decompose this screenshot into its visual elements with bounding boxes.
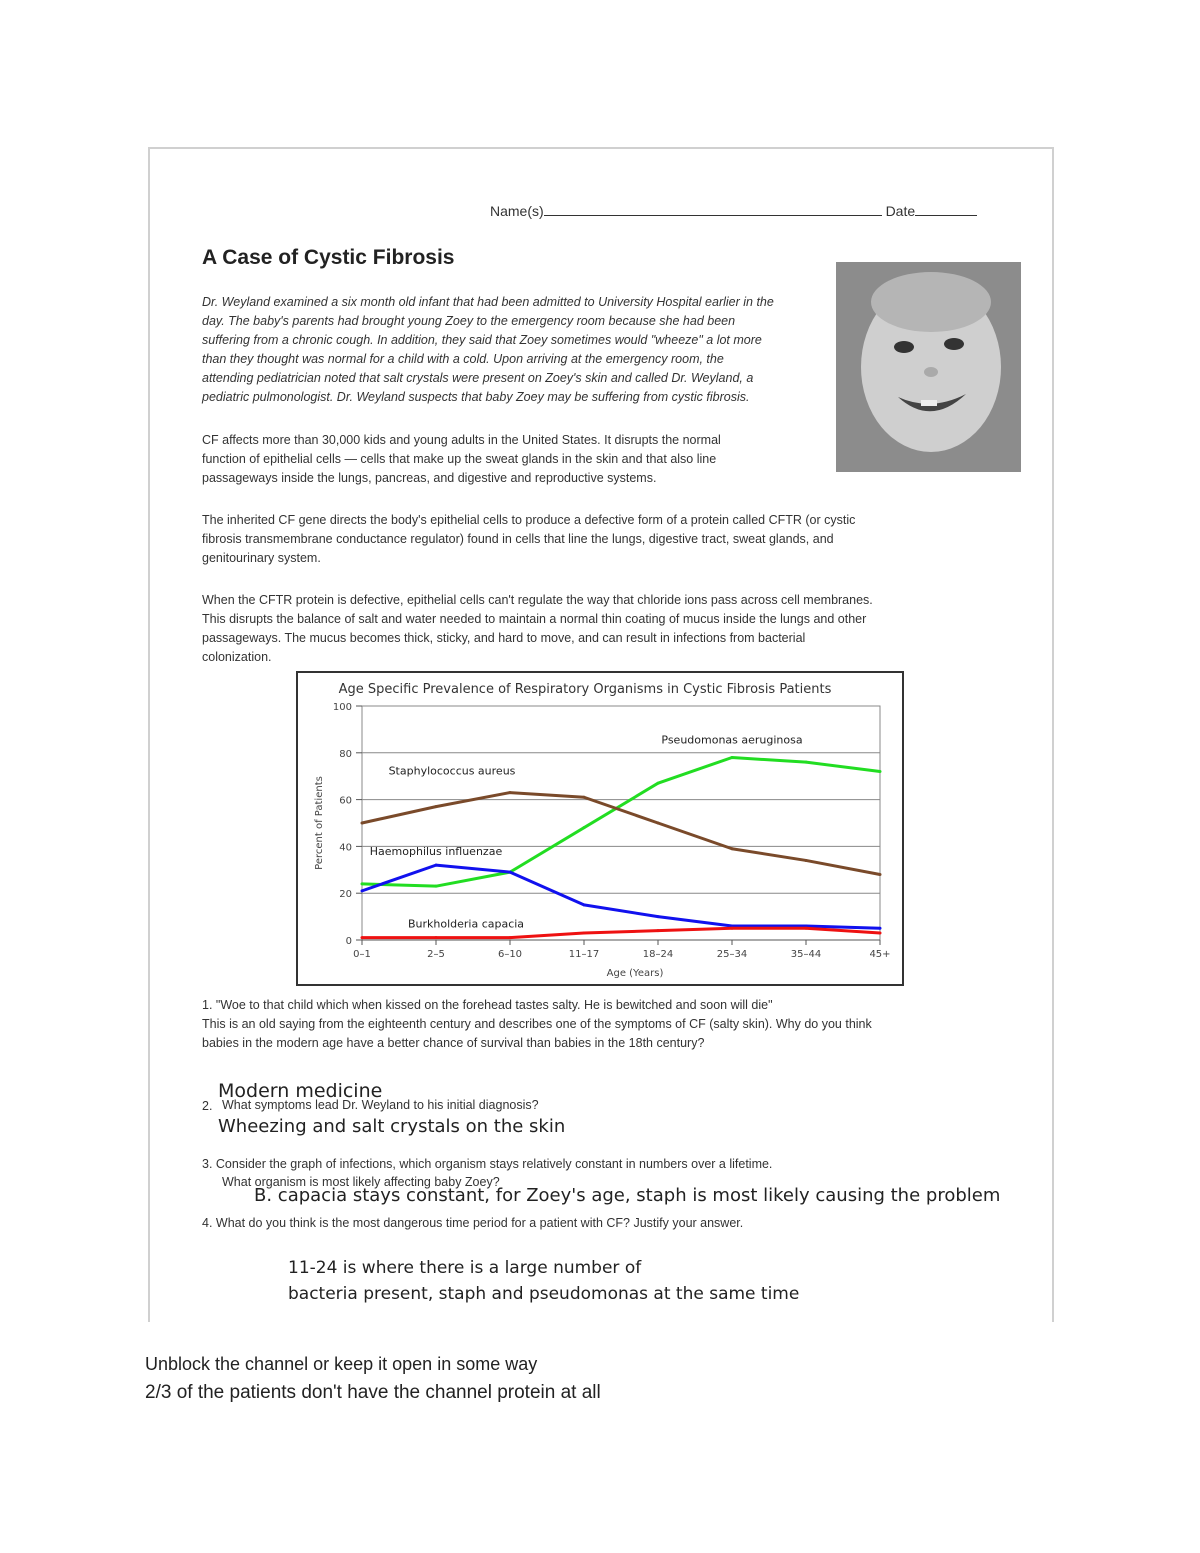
data-point: [805, 927, 808, 930]
data-point: [435, 864, 438, 867]
baby-photo: [836, 262, 1021, 472]
y-tick-label: 20: [339, 889, 352, 901]
x-tick-label: 2–5: [427, 949, 445, 960]
x-tick-label: 18–24: [642, 949, 674, 960]
series-label: Haemophilus influenzae: [369, 845, 503, 859]
data-point: [361, 936, 364, 939]
data-point: [657, 822, 660, 825]
data-point: [879, 931, 882, 934]
intro-line: day. The baby's parents had brought young Zoey to the emergency room because she had been: [202, 314, 736, 328]
data-point: [361, 822, 364, 825]
baby-face-illustration: [836, 262, 1021, 472]
cf-line: function of epithelial cells — cells that make up the sweat glands in the skin and that also line: [202, 452, 717, 466]
chart-svg: [298, 673, 902, 984]
question-2: What symptoms lead Dr. Weyland to his initial diagnosis?: [222, 1098, 539, 1112]
data-point: [657, 782, 660, 785]
cf-line: CF affects more than 30,000 kids and young adults in the United States. It disrupts the normal: [202, 433, 721, 447]
gene-paragraph: [202, 511, 1002, 568]
x-tick-label: 25–34: [716, 949, 748, 960]
name-label: Name(s): [490, 203, 544, 219]
data-point: [583, 903, 586, 906]
name-date-line: [490, 203, 977, 219]
cf-line: passageways inside the lungs, pancreas, and digestive and reproductive systems.: [202, 471, 657, 485]
data-point: [435, 936, 438, 939]
answer-4-line: bacteria present, staph and pseudomonas at the same time: [288, 1284, 800, 1304]
question-1: [202, 996, 1022, 1053]
protein-line: When the CFTR protein is defective, epithelial cells can't regulate the way that chloride ions pass across cell membranes.: [202, 593, 873, 607]
intro-paragraph: [202, 293, 822, 407]
data-point: [583, 796, 586, 799]
y-tick-label: 0: [345, 936, 352, 947]
note-line-2: 2/3 of the patients don't have the channel protein at all: [145, 1382, 601, 1403]
data-point: [509, 871, 512, 874]
data-point: [361, 889, 364, 892]
protein-line: passageways. The mucus becomes thick, sticky, and hard to move, and can result in infections from bacterial: [202, 631, 806, 645]
y-tick-label: 60: [339, 795, 352, 807]
y-tick-label: 40: [339, 842, 352, 854]
data-point: [435, 885, 438, 888]
gene-line: fibrosis transmembrane conductance regulator) found in cells that line the lungs, digestive tract, sweat glands, and: [202, 532, 834, 546]
page-title: A Case of Cystic Fibrosis: [202, 246, 455, 269]
data-point: [879, 927, 882, 930]
x-axis-label: Age (Years): [606, 968, 664, 979]
data-point: [879, 873, 882, 876]
y-tick-label: 100: [332, 702, 352, 713]
answer-4-line: 11-24 is where there is a large number of: [288, 1258, 642, 1278]
data-point: [657, 929, 660, 932]
series-label: Pseudomonas aeruginosa: [661, 733, 803, 747]
x-tick-label: 11–17: [568, 949, 600, 960]
protein-line: This disrupts the balance of salt and water needed to maintain a normal thin coating of mucus inside the lungs and other: [202, 612, 867, 626]
data-point: [805, 761, 808, 764]
data-point: [435, 805, 438, 808]
date-label: Date: [885, 203, 916, 219]
q1-line: This is an old saying from the eighteenth century and describes one of the symptoms of CF (salty skin). Why do you think: [202, 1017, 872, 1031]
data-point: [509, 791, 512, 794]
question-4: 4. What do you think is the most dangerous time period for a patient with CF? Justify your answer.: [202, 1216, 744, 1230]
x-tick-label: 0–1: [353, 949, 371, 960]
y-tick-label: 80: [339, 748, 352, 760]
answer-4: [288, 1255, 799, 1307]
series-label: Staphylococcus aureus: [388, 764, 516, 778]
data-point: [361, 882, 364, 885]
data-point: [657, 915, 660, 918]
data-point: [879, 770, 882, 773]
x-tick-label: 6–10: [497, 949, 523, 960]
gene-line: The inherited CF gene directs the body's epithelial cells to produce a defective form of a protein called CFTR (or cystic: [202, 513, 856, 527]
x-tick-label: 35–44: [790, 949, 822, 960]
protein-line: colonization.: [202, 650, 272, 664]
data-point: [509, 936, 512, 939]
data-point: [583, 931, 586, 934]
data-point: [731, 847, 734, 850]
date-blank: [915, 203, 977, 216]
data-point: [731, 927, 734, 930]
q1-line: 1. "Woe to that child which when kissed on the forehead tastes salty. He is bewitched and soon will die": [202, 998, 773, 1012]
data-point: [805, 859, 808, 862]
note-line-1: Unblock the channel or keep it open in some way: [145, 1354, 538, 1374]
question-3b: What organism is most likely affecting baby Zoey?: [222, 1175, 500, 1189]
chart-title: Age Specific Prevalence of Respiratory Organisms in Cystic Fibrosis Patients: [338, 682, 832, 697]
data-point: [731, 756, 734, 759]
intro-line: attending pediatrician noted that salt crystals were present on Zoey's skin and called Dr. Weyland, a: [202, 371, 754, 385]
question-3: 3. Consider the graph of infections, which organism stays relatively constant in numbers over a lifetime.: [202, 1157, 773, 1171]
intro-line: pediatric pulmonologist. Dr. Weyland suspects that baby Zoey may be suffering from cystic fibrosis.: [202, 390, 750, 404]
cf-paragraph: [202, 431, 832, 488]
q2-number: 2.: [202, 1099, 213, 1113]
y-axis-label: Percent of Patients: [314, 776, 325, 870]
series-label: Burkholderia capacia: [407, 917, 525, 931]
gene-line: genitourinary system.: [202, 551, 321, 565]
intro-line: than they thought was normal for a child with a cold. Upon arriving at the emergency room, the: [202, 352, 724, 366]
x-tick-label: 45+: [869, 949, 891, 960]
intro-line: suffering from a chronic cough. In addition, they said that Zoey sometimes would "wheeze" a lot more: [202, 333, 762, 347]
prevalence-chart: [296, 671, 904, 986]
data-point: [583, 826, 586, 829]
answer-3: B. capacia stays constant, for Zoey's age, staph is most likely causing the problem: [254, 1185, 1001, 1206]
protein-paragraph: [202, 591, 1002, 667]
q1-line: babies in the modern age have a better chance of survival than babies in the 18th century?: [202, 1036, 705, 1050]
answer-1: Modern medicine: [218, 1080, 383, 1102]
answer-2: Wheezing and salt crystals on the skin: [218, 1116, 566, 1137]
intro-line: Dr. Weyland examined a six month old infant that had been admitted to University Hospital earlier in the: [202, 295, 774, 309]
name-blank: [544, 203, 882, 216]
